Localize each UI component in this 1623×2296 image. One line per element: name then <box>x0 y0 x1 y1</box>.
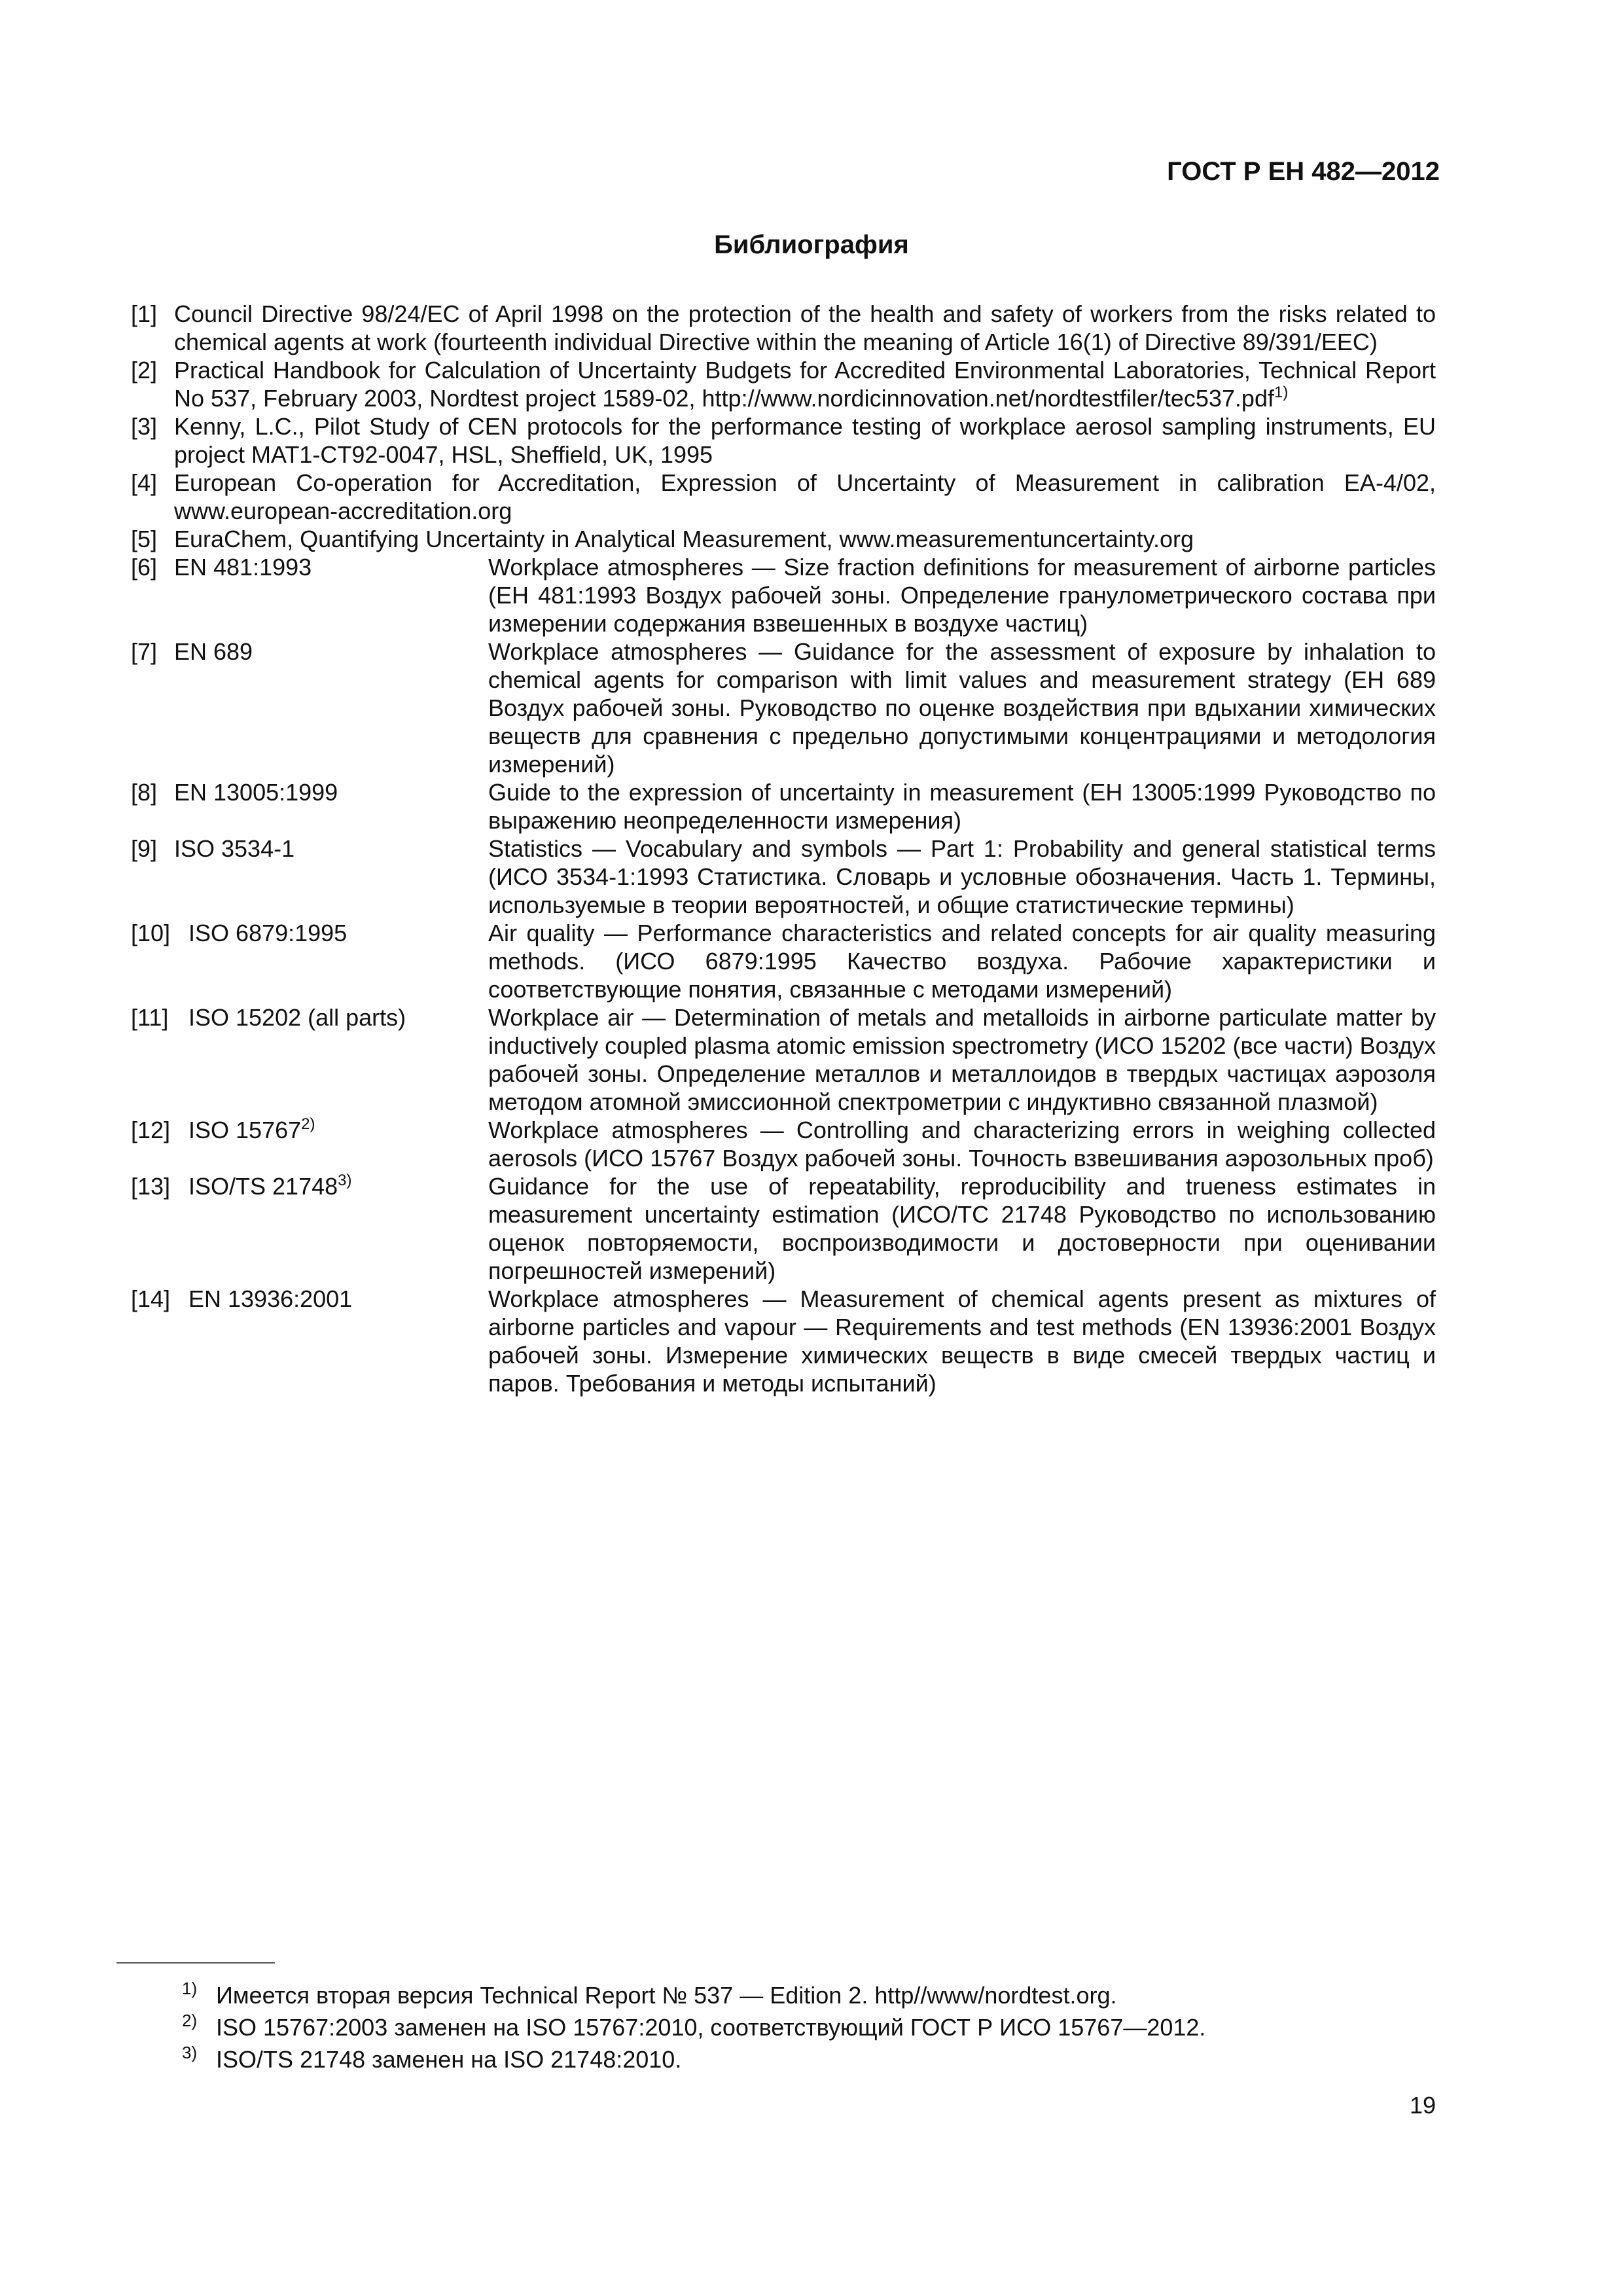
footnote-ref: 1) <box>1274 384 1289 401</box>
item-number: [6] <box>131 554 158 581</box>
bibliography-list <box>131 300 1436 1397</box>
item-code: ISO 6879:1995 <box>188 920 348 946</box>
page-number: 19 <box>1409 2092 1436 2119</box>
item-number: [11] <box>131 1004 169 1031</box>
footnotes <box>182 1979 1205 2075</box>
bibliography-item <box>131 356 1436 412</box>
item-code: ISO/TS 21748$^{3)}$ <box>188 1172 352 1200</box>
item-text: Practical Handbook for Calculation of Uncertainty Budgets for Accredited Environmental Laboratories, Technical Report No 537, February 2003, Nordtest project 1589-02, http://www.nordicinnovation.net/nordtestfiler/tec537.pdf$^{1)}$ <box>174 357 1436 412</box>
bibliography-item <box>131 525 1436 553</box>
item-code: ISO 15767$^{2)}$ <box>188 1115 315 1143</box>
item-text: Guidance for the use of repeatability, reproducibility and trueness estimates in measurement uncertainty estimation (ИСО/ТС 21748 Руководство по использованию оценок повторяемости, воспроизводимости и достоверности при оценивании погрешностей измерений) <box>488 1173 1436 1284</box>
item-number: [14] <box>131 1285 171 1312</box>
item-text: Workplace atmospheres — Guidance for the assessment of exposure by inhalation to chemical agents for comparison with limit values and measurement strategy (ЕН 689 Воздух рабочей зоны. Руководство по оценке воздействия при вдыхании химических веществ для сравнения с предельно допустимыми концентрациями и методология измерений) <box>488 638 1436 778</box>
footnote-text: ISO 15767:2003 заменен на ISO 15767:2010, соответствующий ГОСТ Р ИСО 15767—2012. <box>216 2014 1206 2041</box>
bibliography-item <box>131 919 1436 1003</box>
item-text: Guide to the expression of uncertainty in measurement (ЕН 13005:1999 Руководство по выражению неопределенности измерения) <box>488 779 1436 834</box>
footnote-mark: 3) <box>182 2043 198 2062</box>
item-text: Workplace atmospheres — Measurement of chemical agents present as mixtures of airborne particles and vapour — Requirements and test methods (EN 13936:2001 Воздух рабочей зоны. Измерение химических веществ в виде смесей твердых частиц и паров. Требования и методы испытаний) <box>488 1285 1436 1397</box>
bibliography-item <box>131 300 1436 356</box>
item-number: [4] <box>131 469 158 496</box>
item-text: Workplace air — Determination of metals and metalloids in airborne particulate matter by inductively coupled plasma atomic emission spectrometry (ИСО 15202 (все части) Воздух рабочей зоны. Определение металлов и металлоидов в твердых частицах аэрозоля методом атомной эмиссионной спектрометрии с индуктивно связанной плазмой) <box>488 1004 1436 1115</box>
footnote <box>182 2011 1205 2043</box>
bibliography-item <box>131 1172 1436 1285</box>
bibliography-item <box>131 412 1436 469</box>
footnote-ref: 2) <box>301 1115 315 1133</box>
item-text: Kenny, L.C., Pilot Study of CEN protocols for the performance testing of workplace aerosol sampling instruments, EU project MAT1-CT92-0047, HSL, Sheffield, UK, 1995 <box>174 413 1436 468</box>
item-text: European Co-operation for Accreditation, Expression of Uncertainty of Measurement in calibration EA-4/02, www.european-accreditation.org <box>174 469 1436 524</box>
item-code: ISO 3534-1 <box>174 835 295 862</box>
bibliography-item <box>131 834 1436 919</box>
item-text: Statistics — Vocabulary and symbols — Part 1: Probability and general statistical terms (ИСО 3534-1:1993 Статистика. Словарь и условные обозначения. Часть 1. Термины, используемые в теории вероятностей, и общие статистические термины) <box>488 835 1436 918</box>
footnote-text: Имеется вторая версия Technical Report № 537 — Edition 2. http//www/nordtest.org. <box>216 1982 1117 2009</box>
item-number: [13] <box>131 1173 171 1200</box>
bibliography-item <box>131 469 1436 525</box>
item-number: [7] <box>131 638 158 665</box>
item-text: Council Directive 98/24/EC of April 1998 on the protection of the health and safety of workers from the risks related to chemical agents at work (fourteenth individual Directive within the meaning of Article 16(1) of Directive 89/391/EEC) <box>174 300 1436 355</box>
item-number: [8] <box>131 779 158 806</box>
footnote-mark: 1) <box>182 1979 198 1998</box>
bibliography-item <box>131 1003 1436 1116</box>
item-text: Air quality — Performance characteristics and related concepts for air quality measuring methods. (ИСО 6879:1995 Качество воздуха. Рабочие характеристики и соответствующие понятия, связанные с методами измерений) <box>488 920 1436 1003</box>
footnote-ref: 3) <box>338 1172 352 1189</box>
item-text: EuraChem, Quantifying Uncertainty in Analytical Measurement, www.measurementuncertainty.org <box>174 526 1194 552</box>
item-code: EN 13936:2001 <box>188 1285 353 1312</box>
item-code: ISO 15202 (all parts) <box>188 1004 406 1031</box>
footnote-mark: 2) <box>182 2011 198 2030</box>
item-number: [9] <box>131 835 158 862</box>
item-text: Workplace atmospheres — Size fraction definitions for measurement of airborne particles (ЕН 481:1993 Воздух рабочей зоны. Определение гранулометрического состава при измерении содержания взвешенных в воздухе частиц) <box>488 554 1436 637</box>
bibliography-item <box>131 553 1436 637</box>
bibliography-item <box>131 778 1436 834</box>
item-number: [2] <box>131 357 158 384</box>
page-title: Библиография <box>714 230 909 259</box>
item-code: EN 689 <box>174 638 253 665</box>
document-code: ГОСТ Р ЕН 482—2012 <box>1167 157 1440 186</box>
item-number: [12] <box>131 1117 171 1143</box>
footnote <box>182 1979 1205 2011</box>
item-text: Workplace atmospheres — Controlling and characterizing errors in weighing collected aerosols (ИСО 15767 Воздух рабочей зоны. Точность взвешивания аэрозольных проб) <box>488 1117 1436 1172</box>
bibliography-item <box>131 1116 1436 1172</box>
footnote-divider <box>116 1962 275 1964</box>
bibliography-item <box>131 637 1436 778</box>
item-number: [3] <box>131 413 158 440</box>
item-number: [5] <box>131 526 158 552</box>
footnote <box>182 2043 1205 2075</box>
item-number: [10] <box>131 920 171 946</box>
item-code: EN 13005:1999 <box>174 779 338 806</box>
item-code: EN 481:1993 <box>174 554 312 581</box>
bibliography-item <box>131 1285 1436 1397</box>
footnote-text: ISO/TS 21748 заменен на ISO 21748:2010. <box>216 2046 682 2073</box>
item-number: [1] <box>131 300 158 327</box>
